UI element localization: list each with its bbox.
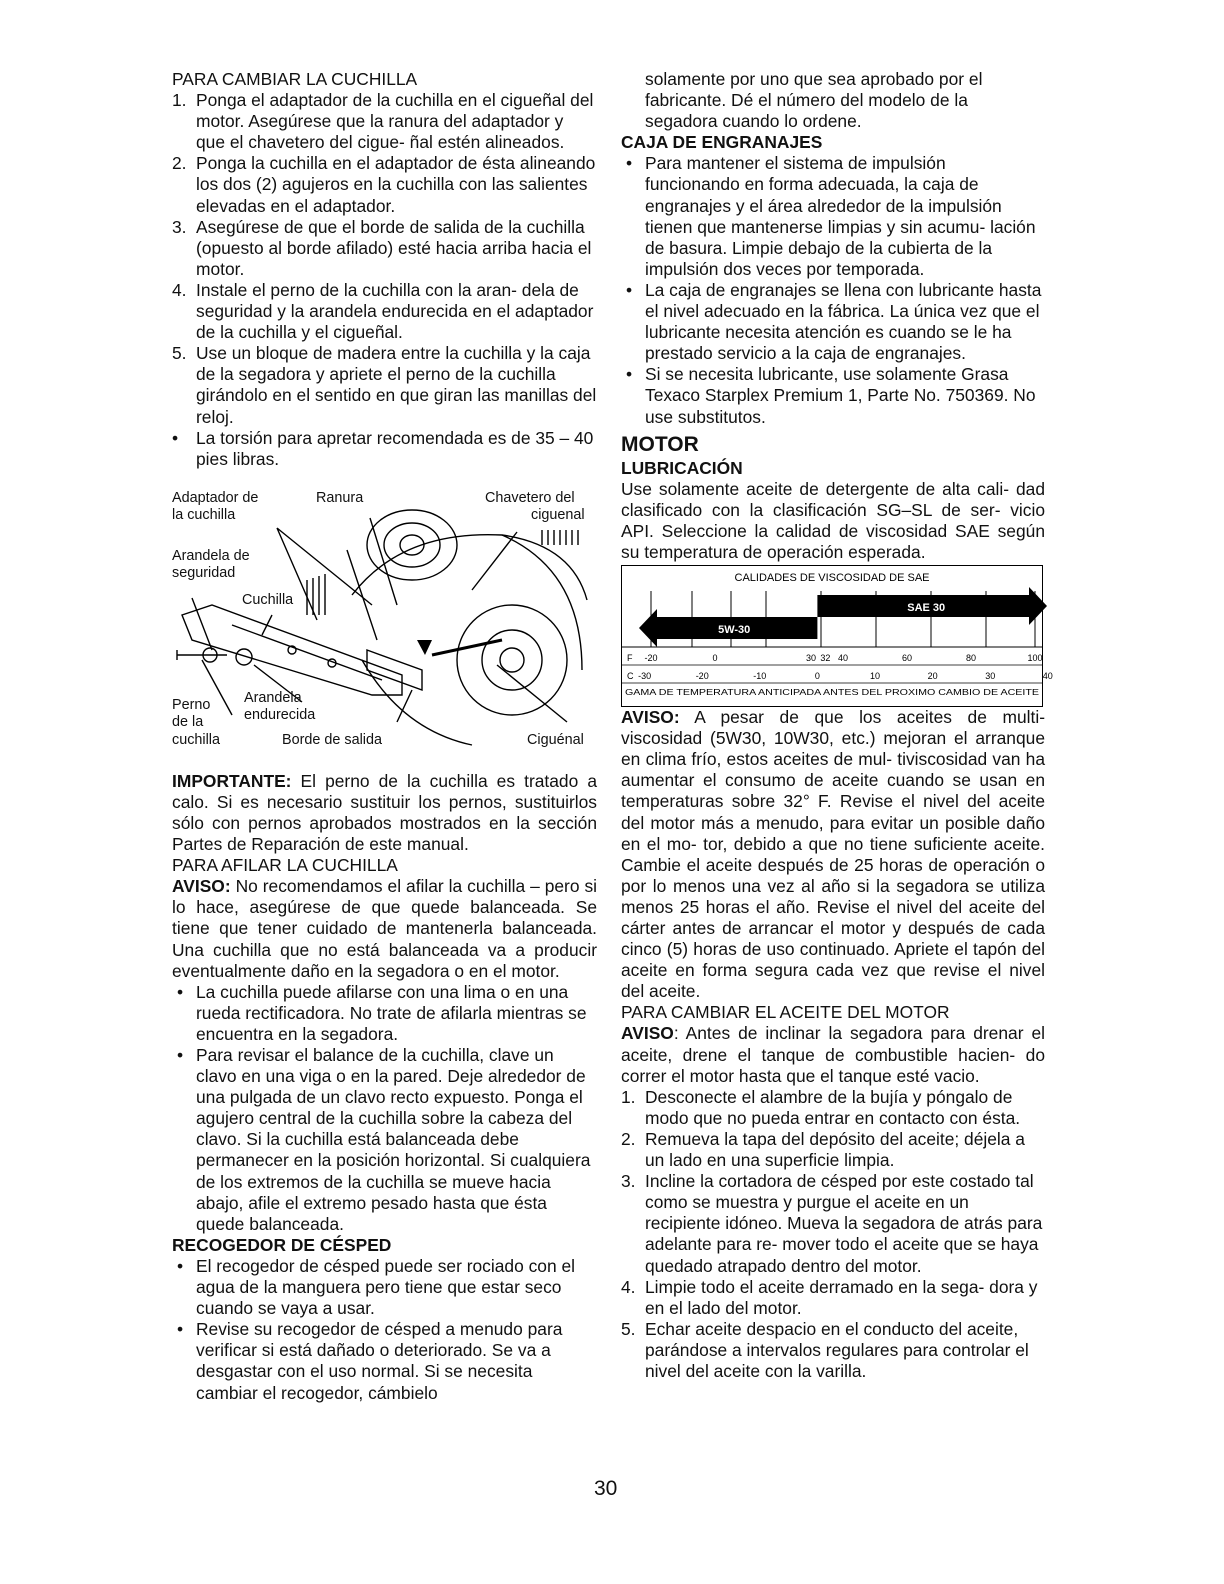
sharpen-heading: PARA AFILAR LA CUCHILLA <box>172 855 398 876</box>
c-scale-letter: C <box>627 671 634 682</box>
c-tick-label: -10 <box>753 671 767 682</box>
f-tick-label: 0 <box>712 653 718 664</box>
lubrication-heading: LUBRICACIÓN <box>621 457 743 478</box>
list-item-text: Para mantener el sistema de impulsión funcionando en forma adecuada, la caja de engranajes y el área alrededor de la impulsión tienen que mantenerse limpias y sin acumu- lación de basura. Limpie debajo de la cubierta de la impulsión dos veces por temporada. <box>645 153 1036 279</box>
continued-text: solamente por uno que sea aprobado por el fabricante. Dé el número del modelo de la segadora cuando lo ordene. <box>645 69 983 132</box>
list-marker: 1. <box>621 1086 636 1107</box>
right-column <box>621 69 1053 1382</box>
lubrication-text: Use solamente aceite de detergente de alta cali- dad clasificado con la clasificación SG–SL de ser- vicio API. Seleccione la calidad de viscosidad SAE según su temperatura de operación esperada. <box>621 478 1045 562</box>
list-item-text: Para revisar el balance de la cuchilla, clave un clavo en una viga o en la pared. Deje alrededor de una pulgada de un clavo recto expuesto. Ponga el agujero central de la cuchilla sobre la cabeza del clavo. Si la cuchilla está balanceada debe permanecer en la posición horizontal. Si cualquiera de los extremos de la cuchilla se mueve hacia abajo, afile el extremo pesado hasta que ésta quede balanceada. <box>196 1045 591 1234</box>
sharpen-notice-label: AVISO: <box>172 876 231 897</box>
label-blade: Cuchilla <box>242 591 294 608</box>
list-marker: 1. <box>172 90 187 111</box>
f-tick-label: 40 <box>837 653 849 664</box>
page-number: 30 <box>594 1477 618 1500</box>
important-paragraph <box>172 771 597 855</box>
list-item-text: Ponga la cuchilla en el adaptador de ésta alineando los dos (2) agujeros en la cuchilla con las salientes elevadas en el adaptador. <box>196 153 596 216</box>
f-tick-label: 80 <box>965 653 977 664</box>
list-item <box>172 343 597 427</box>
important-text: El perno de la cuchilla es tratado a calo. Si es necesario sustituir los pernos, sustituirlos sólo con pernos aprobados mostrados en la sección Partes de Reparación de este manual. <box>172 770 597 855</box>
list-marker: 5. <box>172 343 187 364</box>
list-marker: • <box>177 981 184 1002</box>
list-item-text: La cuchilla puede afilarse con una lima o en una rueda rectificadora. No trate de afilarla mientras se encuentra en la segadora. <box>196 981 587 1044</box>
list-item-text: La torsión para apretar recomendada es de 35 – 40 pies libras. <box>196 427 594 469</box>
list-item <box>172 1256 597 1319</box>
list-item-text: Use un bloque de madera entre la cuchilla y la caja de la segadora y apriete el perno de la cuchilla girándolo en el sentido en que giran las manillas del reloj. <box>196 343 597 427</box>
list-item <box>621 280 1045 364</box>
list-item <box>172 217 597 280</box>
list-item-text: Limpie todo el aceite derramado en la sega- dora y en el lado del motor. <box>645 1276 1038 1318</box>
f-tick-label: 32 <box>820 653 831 664</box>
list-item <box>621 1087 1045 1129</box>
gearbox-heading: CAJA DE ENGRANAJES <box>621 132 823 153</box>
list-item <box>621 364 1045 427</box>
oil-notice-label: AVISO: <box>621 707 680 728</box>
label-keyway-1: Chavetero del <box>485 489 575 506</box>
viscosity-chart-svg <box>621 565 1053 707</box>
label-bolt-1: Perno <box>172 696 211 713</box>
list-item <box>172 90 597 153</box>
chart-title: CALIDADES DE VISCOSIDAD DE SAE <box>734 572 930 585</box>
f-tick-label: 30 <box>805 653 817 664</box>
list-item-text: Remueva la tapa del depósito del aceite; déjela a un lado en una superficie limpia. <box>645 1128 1025 1171</box>
w30-label: 5W-30 <box>718 624 751 637</box>
label-adapter-1: Adaptador de <box>172 489 259 506</box>
f-tick-label: 100 <box>1027 653 1043 664</box>
list-marker: • <box>177 1045 184 1065</box>
list-item-text: Asegúrese de que el borde de salida de la cuchilla (opuesto al borde afilado) esté hacia arriba hacia el motor. <box>196 216 592 279</box>
list-item-text: Si se necesita lubricante, use solamente Grasa Texaco Starplex Premium 1, Parte No. 750369. No use substitutos. <box>645 364 1036 427</box>
sharpen-notice <box>172 876 597 981</box>
w30-arrow <box>639 609 657 647</box>
c-tick-label: 0 <box>814 671 820 682</box>
list-marker: 3. <box>172 216 187 237</box>
label-hardened-washer-2: endurecida <box>244 706 316 723</box>
list-item <box>621 1277 1045 1319</box>
list-item <box>621 153 1045 280</box>
viscosity-chart <box>621 565 1053 707</box>
list-item <box>172 280 597 343</box>
list-item <box>172 1319 597 1403</box>
list-item <box>621 1171 1045 1276</box>
list-item-text: La caja de engranajes se llena con lubricante hasta el nivel adecuado en la fábrica. La única vez que el lubricante necesita atención es cuando se le ha prestado servicio a la caja de engranajes. <box>645 279 1042 364</box>
c-tick-label: 20 <box>927 671 938 682</box>
label-bolt-3: cuchilla <box>172 731 220 748</box>
list-item <box>621 1129 1045 1171</box>
chart-caption: GAMA DE TEMPERATURA ANTICIPADA ANTES DEL PROXIMO CAMBIO DE ACEITE <box>625 687 1040 698</box>
c-tick-label: 30 <box>985 671 996 682</box>
label-slot: Ranura <box>316 489 364 506</box>
list-item-text: Ponga el adaptador de la cuchilla en el cigueñal del motor. Asegúrese que la ranura del adaptador y que el chavetero del cigue- ñal estén alineados. <box>196 90 594 153</box>
list-marker: • <box>626 364 633 385</box>
catcher-heading: RECOGEDOR DE CÉSPED <box>172 1234 392 1255</box>
list-item <box>172 153 597 216</box>
list-item <box>172 1045 597 1235</box>
label-trailing-edge: Borde de salida <box>282 731 383 748</box>
list-item-text: Instale el perno de la cuchilla con la aran- dela de seguridad y la arandela endurecida en el adaptador de la cuchilla y el cigueñal. <box>196 279 594 343</box>
f-scale-letter: F <box>627 653 633 664</box>
list-marker: • <box>177 1255 184 1276</box>
label-crankshaft: Ciguénal <box>527 731 584 748</box>
list-item-text: Incline la cortadora de césped por este costado tal como se muestra y purgue el aceite en un recipiente idóneo. Mueva la segadora de atrás para adelante para re- mover todo el aceite que se haya quedado atrapado dentro del motor. <box>645 1171 1043 1276</box>
oil-change-heading: PARA CAMBIAR EL ACEITE DEL MOTOR <box>621 1002 950 1023</box>
list-marker: • <box>177 1319 184 1340</box>
oil-notice <box>621 707 1045 1002</box>
list-marker: 4. <box>172 279 187 300</box>
list-item-text: Echar aceite despacio en el conducto del aceite, parándose a intervalos regulares para controlar el nivel del aceite con la varilla. <box>645 1318 1029 1381</box>
label-keyway-2: ciguenal <box>531 506 585 523</box>
drain-notice-label: AVISO <box>621 1023 674 1044</box>
sharpen-bullets-list <box>172 982 597 1235</box>
oil-notice-text: A pesar de que los aceites de multi- viscosidad (5W30, 10W30, etc.) mejoran el arranque en clima frío, estos aceites de mul- tiviscosidad van ha aumentar el consumo de aceite cuando se usan en temperaturas sobre 32° F. Revise el nivel del aceite del motor más a menudo, para evitar un posible daño en el mo- tor, debido a que no tiene suficiente aceite. Cambie el aceite después de 25 horas de operación o por lo menos una vez al año si la segadora se utiliza menos 25 horas el año. Revise el nivel del aceite del cárter antes de arrancar el motor y después de cada cinco (5) horas de uso continuado. Apriete el tapón del aceite en forma segura cada vez que revise el nivel del aceite. <box>621 707 1045 1002</box>
label-lock-washer-1: Arandela de <box>172 547 250 564</box>
drain-notice <box>621 1023 1045 1086</box>
drain-notice-text: : Antes de inclinar la segadora para drenar el aceite, drene el tanque de combustible hacien- do correr el motor hasta que el tanque esté vacio. <box>621 1023 1045 1086</box>
catcher-bullets-list <box>172 1256 597 1404</box>
blade-steps-list <box>172 90 597 470</box>
list-marker: 4. <box>621 1276 636 1297</box>
list-item-text: Revise su recogedor de césped a menudo para verificar si está dañado o deteriorado. Se va a desgastar con el uso normal. Si se necesita cambiar el recogedor, cámbielo <box>196 1319 563 1403</box>
list-item-text: Desconecte el alambre de la bujía y póngalo de modo que no pueda entrar en contacto con ésta. <box>645 1086 1021 1128</box>
list-item <box>621 1319 1045 1382</box>
sae30-label: SAE 30 <box>907 602 946 615</box>
list-item <box>172 428 597 470</box>
c-tick-label: 40 <box>1042 671 1053 682</box>
blade-assembly-figure <box>172 490 597 752</box>
f-tick-label: -20 <box>644 653 658 664</box>
gearbox-bullets-list <box>621 153 1045 427</box>
f-tick-label: 60 <box>901 653 913 664</box>
c-tick-label: -30 <box>638 671 652 682</box>
list-marker: 2. <box>621 1128 636 1149</box>
list-item <box>172 982 597 1045</box>
list-item-text: El recogedor de césped puede ser rociado con el agua de la manguera pero tiene que estar seco cuando se vaya a usar. <box>196 1255 575 1319</box>
c-tick-label: 10 <box>869 671 881 682</box>
list-marker: • <box>626 153 633 174</box>
important-label: IMPORTANTE: <box>172 770 292 791</box>
list-marker: 2. <box>172 153 187 174</box>
label-hardened-washer-1: Arandela <box>244 689 302 706</box>
left-column <box>172 69 597 1404</box>
c-tick-label: -20 <box>695 671 709 682</box>
list-marker: • <box>172 427 179 448</box>
label-adapter-2: la cuchilla <box>172 506 236 523</box>
label-bolt-2: de la <box>172 713 204 730</box>
sharpen-notice-text: No recomendamos el afilar la cuchilla – pero si lo hace, asegúrese de que quede balanceada. Se tiene que tener cuidado de mantenerla balanceada. Una cuchilla que no está balanceada va a producir eventualmente daño en la segadora o en el motor. <box>172 876 597 981</box>
label-lock-washer-2: seguridad <box>172 564 236 581</box>
list-marker: • <box>626 279 633 300</box>
blade-change-heading: PARA CAMBIAR LA CUCHILLA <box>172 69 418 89</box>
motor-heading: MOTOR <box>621 432 699 456</box>
blade-assembly-drawing <box>172 490 597 752</box>
sae30-arrow <box>1029 587 1047 625</box>
oil-steps-list <box>621 1087 1045 1382</box>
list-marker: 5. <box>621 1318 636 1339</box>
list-marker: 3. <box>621 1171 636 1192</box>
